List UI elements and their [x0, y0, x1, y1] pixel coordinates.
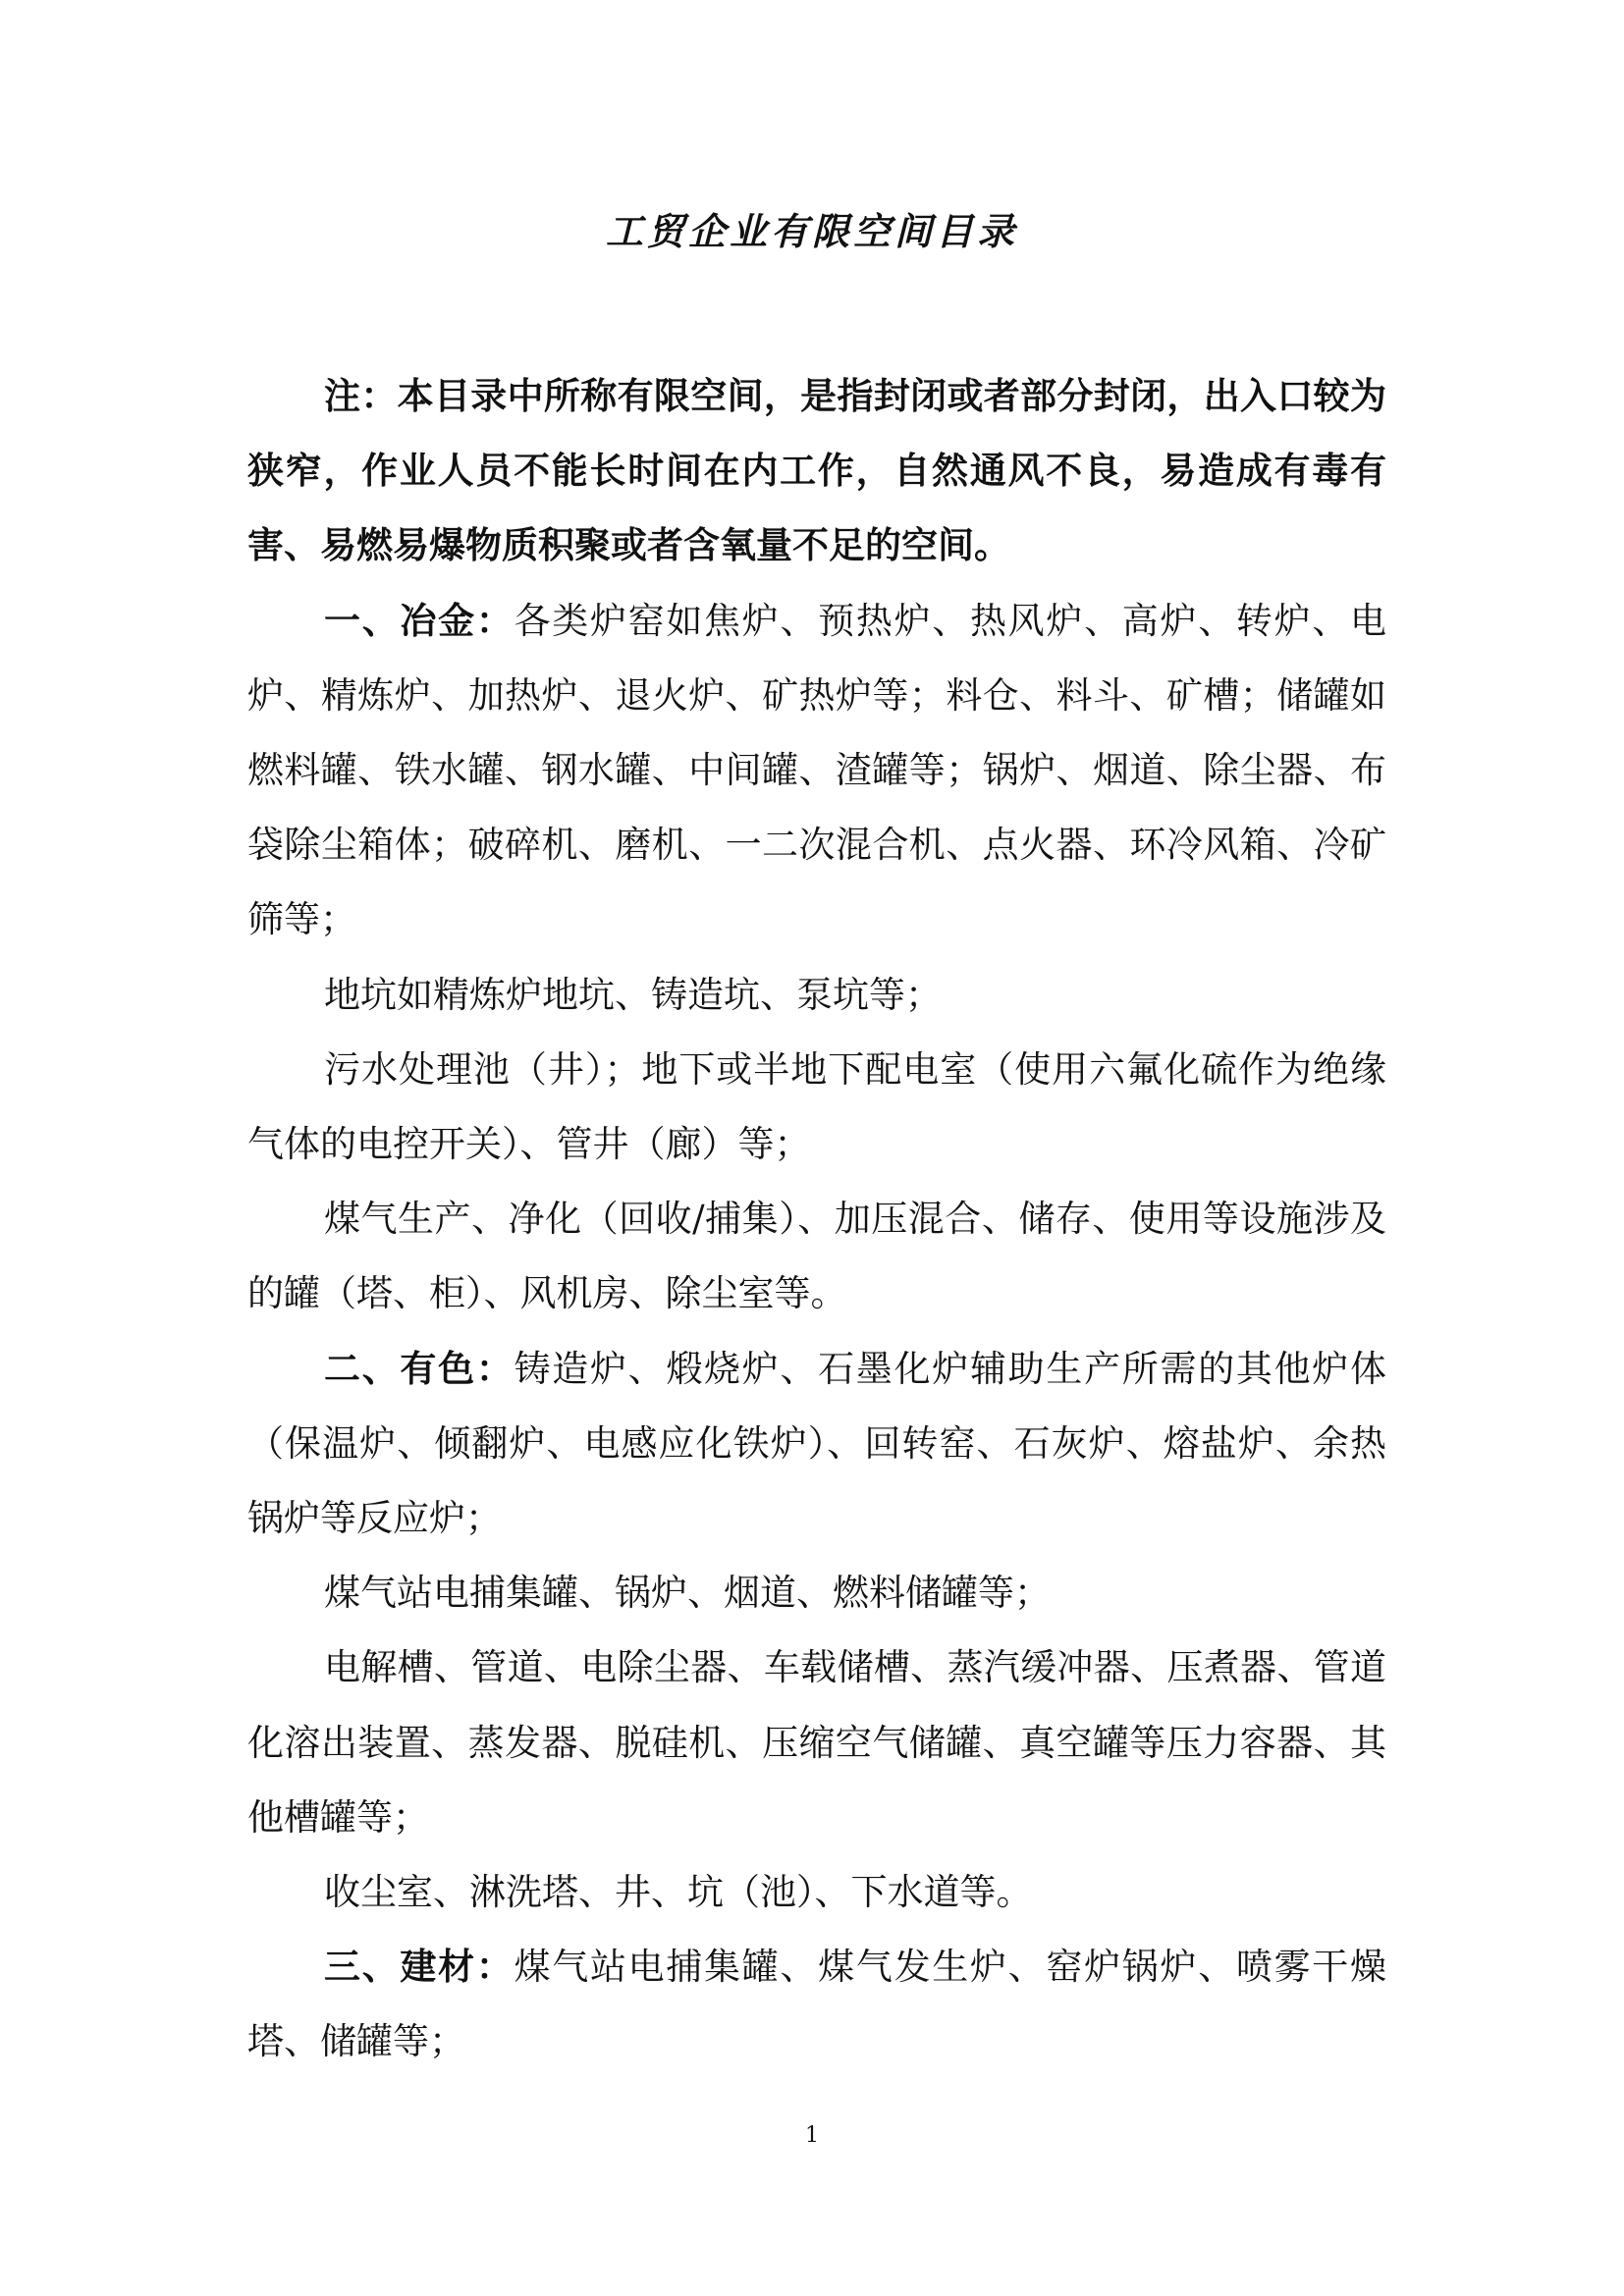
section-heading-building-materials: 三、建材： [324, 1946, 514, 1989]
page-number: 1 [805, 2123, 819, 2148]
metallurgy-paragraph-gas: 煤气生产、净化（回收/捕集）、加压混合、储存、使用等设施涉及的罐（塔、柜）、风机房、除尘室等。 [247, 1198, 1386, 1315]
note-paragraph: 注：本目录中所称有限空间，是指封闭或者部分封闭，出入口较为狭窄，作业人员不能长时间在内工作，自然通风不良，易造成有毒有害、易燃易爆物质积聚或者含氧量不足的空间。 [247, 375, 1386, 567]
section-building-materials-paragraph [247, 1930, 1386, 2079]
section-text-building-materials: 煤气站电捕集罐、煤气发生炉、窑炉锅炉、喷雾干燥塔、储罐等； [247, 1946, 1387, 2063]
nonferrous-paragraph-vessels: 电解槽、管道、电除尘器、车载储槽、蒸汽缓冲器、压煮器、管道化溶出装置、蒸发器、脱硅机、压缩空气储罐、真空罐等压力容器、其他槽罐等； [247, 1646, 1386, 1839]
section-text-nonferrous: 铸造炉、煅烧炉、石墨化炉辅助生产所需的其他炉体（保温炉、倾翻炉、电感应化铁炉）、回转窑、石灰炉、熔盐炉、余热锅炉等反应炉； [247, 1347, 1387, 1540]
document-body [247, 359, 1386, 2080]
section-heading-nonferrous: 二、有色： [324, 1347, 514, 1390]
section-metallurgy-paragraph [247, 584, 1386, 958]
section-nonferrous-paragraph [247, 1332, 1386, 1557]
metallurgy-paragraph-pits: 地坑如精炼炉地坑、铸造坑、泵坑等； [324, 973, 942, 1016]
metallurgy-paragraph-sewage: 污水处理池（井）；地下或半地下配电室（使用六氟化硫作为绝缘气体的电控开关）、管井（廊）等； [247, 1047, 1386, 1166]
nonferrous-paragraph-dust-rooms: 收尘室、淋洗塔、井、坑（池）、下水道等。 [324, 1871, 1033, 1914]
section-heading-metallurgy: 一、冶金： [324, 599, 514, 642]
nonferrous-paragraph-gas-station: 煤气站电捕集罐、锅炉、烟道、燃料储罐等； [324, 1572, 1051, 1615]
document-title: 工贸企业有限空间目录 [605, 210, 1018, 253]
section-text-metallurgy: 各类炉窑如焦炉、预热炉、热风炉、高炉、转炉、电炉、精炼炉、加热炉、退火炉、矿热炉等；料仓、料斗、矿槽；储罐如燃料罐、铁水罐、钢水罐、中间罐、渣罐等；锅炉、烟道、除尘器、布袋除尘箱体；破碎机、磨机、一二次混合机、点火器、环冷风箱、冷矿筛等； [247, 599, 1387, 941]
